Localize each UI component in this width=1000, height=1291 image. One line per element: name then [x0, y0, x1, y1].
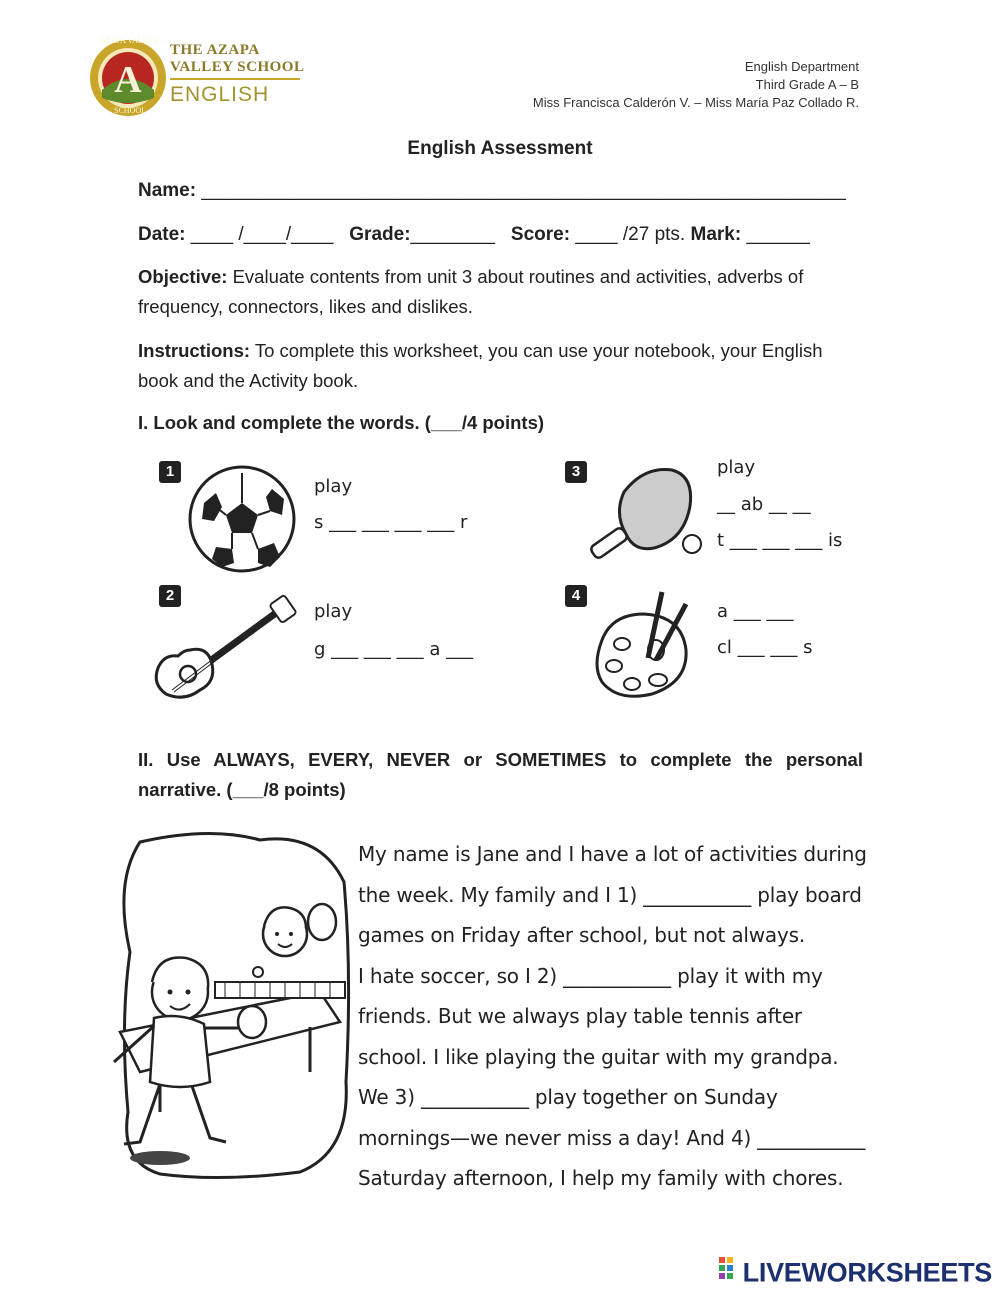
- item4-badge: 4: [565, 585, 587, 607]
- table-tennis-kids-illustration: [100, 822, 352, 1184]
- liveworksheets-text: LIVEWORKSHEETS: [742, 1257, 992, 1288]
- teachers: Miss Francisca Calderón V. – Miss María Paz Collado R.: [532, 95, 859, 110]
- guitar-icon: [150, 594, 300, 709]
- story-line-8[interactable]: mornings—we never miss a day! And 4) ___________: [358, 1125, 866, 1150]
- name-label: Name:: [138, 180, 197, 201]
- school-name-line1: THE AZAPA: [170, 42, 260, 58]
- item3-badge: 3: [565, 461, 587, 483]
- item2-word[interactable]: g ___ ___ ___ a ___: [314, 639, 474, 660]
- grade-field[interactable]: ________: [410, 224, 496, 245]
- objective: [138, 262, 863, 322]
- story-line-7[interactable]: We 3) ___________ play together on Sunday: [358, 1085, 778, 1109]
- header-info: [533, 58, 859, 112]
- item1-badge: 1: [159, 461, 181, 483]
- logo-divider: [170, 78, 300, 80]
- item1-verb: play: [314, 476, 353, 497]
- date-label: Date:: [138, 224, 186, 245]
- objective-text: Evaluate contents from unit 3 about routines and activities, adverbs of frequency, connectors, likes and dislikes.: [138, 266, 804, 317]
- score-label: Score:: [510, 224, 571, 245]
- section2-title-line1: II. Use ALWAYS, EVERY, NEVER or SOMETIMES to complete the personal: [138, 749, 863, 770]
- name-field[interactable]: _____________________________________________________________: [201, 180, 846, 201]
- objective-label: Objective:: [138, 266, 228, 287]
- school-logo: [88, 38, 168, 118]
- instructions: [138, 336, 863, 396]
- story-line-6: school. I like playing the guitar with my grandpa.: [358, 1044, 839, 1069]
- liveworksheets-icon: [719, 1257, 741, 1288]
- score-field[interactable]: ____ /27 pts.: [575, 224, 686, 245]
- story-line-3: games on Friday after school, but not always.: [358, 923, 805, 947]
- item3-word2[interactable]: t ___ ___ ___ is: [717, 530, 843, 551]
- mark-label: Mark:: [690, 224, 742, 245]
- liveworksheets-logo[interactable]: [719, 1256, 992, 1288]
- item3-verb: play: [717, 457, 756, 478]
- section1-title: I. Look and complete the words. (___/4 points): [138, 412, 545, 433]
- section2-title-line2: narrative. (___/8 points): [138, 779, 346, 800]
- department: English Department: [744, 59, 859, 74]
- school-name-line3: ENGLISH: [170, 83, 270, 106]
- ping-pong-paddle-icon: [584, 462, 709, 572]
- school-name-line2: VALLEY SCHOOL: [170, 59, 305, 75]
- item1-word[interactable]: s ___ ___ ___ ___ r: [314, 512, 468, 533]
- grade-group: Third Grade A – B: [755, 77, 859, 92]
- info-row: [138, 224, 810, 246]
- instructions-label: Instructions:: [138, 340, 251, 361]
- item3-word1[interactable]: __ ab __ __: [717, 494, 811, 515]
- instructions-text: To complete this worksheet, you can use your notebook, your English book and the Activity book.: [138, 340, 823, 391]
- item2-verb: play: [314, 601, 353, 622]
- item4-word1[interactable]: a ___ ___: [717, 601, 794, 622]
- logo-ring-text-bottom: SCHOOL: [114, 106, 147, 115]
- svg-text:A: A: [114, 59, 142, 101]
- item4-word2[interactable]: cl ___ ___ s: [717, 637, 813, 658]
- paint-palette-icon: [582, 590, 702, 708]
- school-name: [170, 42, 304, 108]
- page-title: English Assessment: [407, 138, 593, 159]
- item2-badge: 2: [159, 585, 181, 607]
- story-line-1: My name is Jane and I have a lot of activities during: [358, 842, 867, 866]
- grade-label: Grade:: [349, 224, 411, 245]
- mark-field[interactable]: ______: [746, 224, 810, 245]
- logo-ring-text-top: AZAPA VALLEY: [100, 36, 159, 45]
- soccer-ball-icon: [186, 463, 298, 575]
- date-field[interactable]: ____ /____/____: [190, 224, 334, 245]
- narrative: [358, 834, 898, 1199]
- name-row: [138, 180, 846, 202]
- story-line-4[interactable]: I hate soccer, so I 2) ___________ play it with my: [358, 963, 823, 988]
- story-line-9: Saturday afternoon, I help my family with chores.: [358, 1166, 844, 1190]
- story-line-5: friends. But we always play table tennis after: [358, 1004, 802, 1028]
- story-line-2[interactable]: the week. My family and I 1) ___________ play board: [358, 882, 862, 907]
